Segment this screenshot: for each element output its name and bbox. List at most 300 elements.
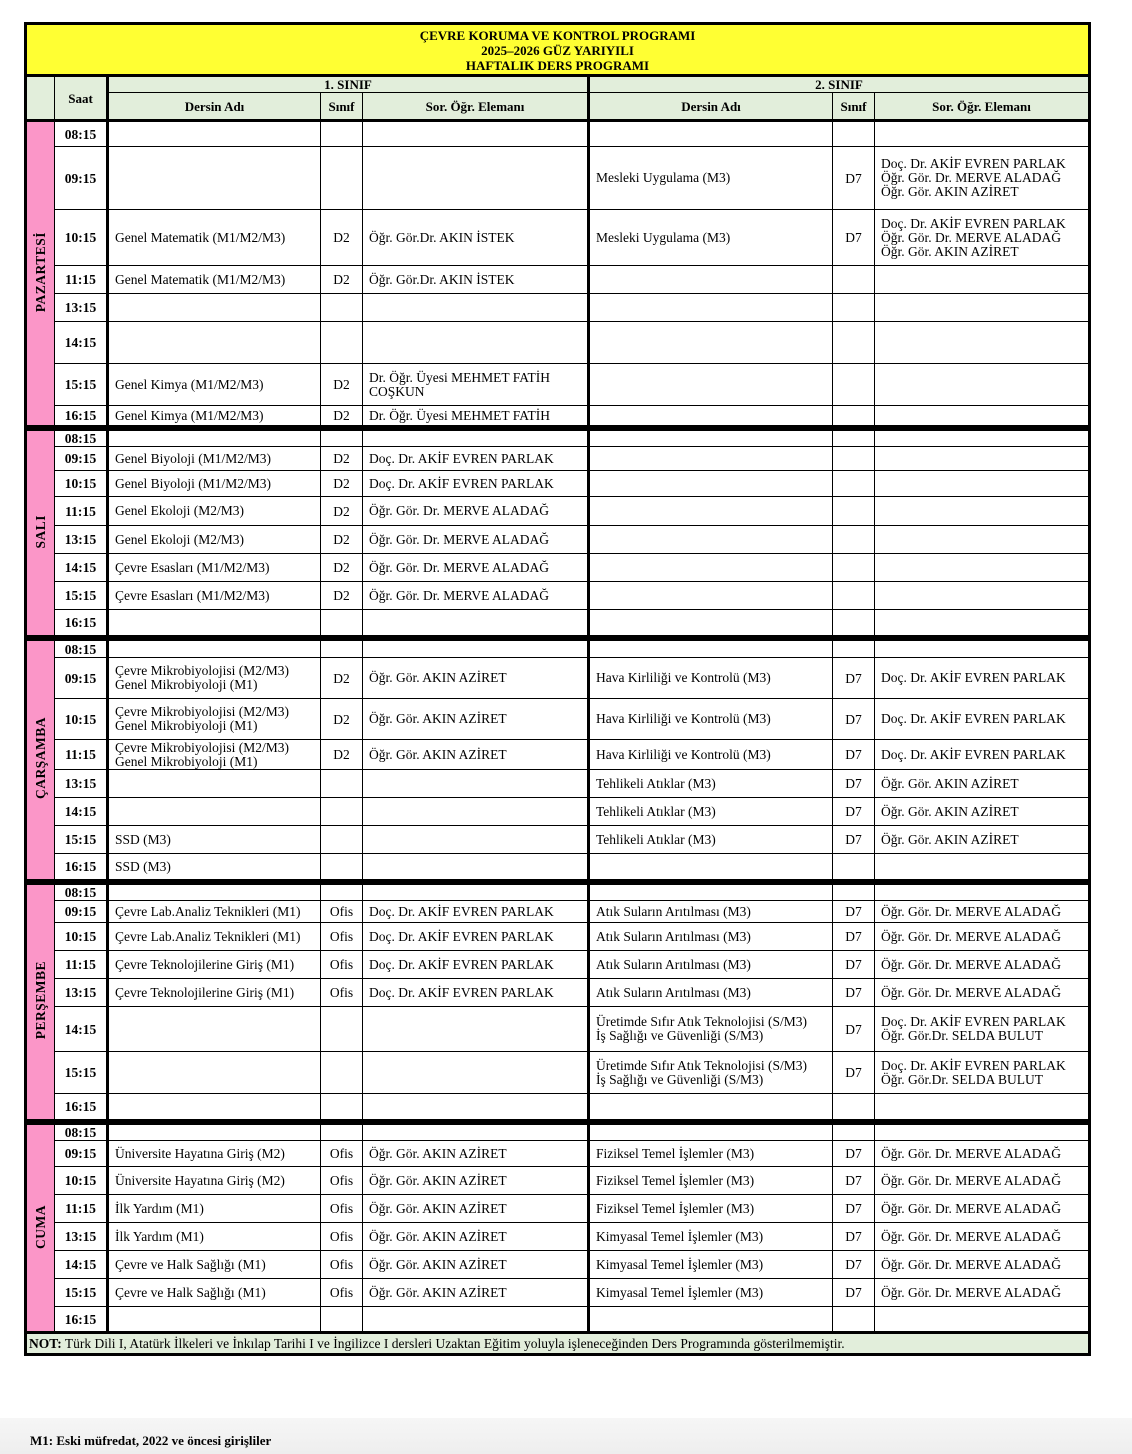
- instructor-cell-2: Doç. Dr. AKİF EVREN PARLAK Öğr. Gör.Dr. SELDA BULUT: [875, 1052, 1090, 1094]
- course-cell-2: [589, 471, 833, 497]
- course-cell-1: Genel Ekoloji (M2/M3): [108, 497, 321, 526]
- course-cell-1: [108, 431, 321, 447]
- room-cell-2: [833, 854, 875, 880]
- course-cell-1: [108, 147, 321, 210]
- time-cell: 10:15: [55, 699, 108, 740]
- table-row: [26, 210, 1090, 266]
- course-cell-2: Tehlikeli Atıklar (M3): [589, 798, 833, 826]
- instructor-cell-2: Öğr. Gör. Dr. MERVE ALADAĞ: [875, 1251, 1090, 1279]
- room-cell-1: Ofis: [321, 979, 363, 1007]
- room-cell-1: D2: [321, 740, 363, 770]
- time-cell: 11:15: [55, 1195, 108, 1223]
- table-row: [26, 497, 1090, 526]
- schedule-table: [24, 22, 1091, 1356]
- room-cell-2: D7: [833, 923, 875, 951]
- time-cell: 13:15: [55, 526, 108, 554]
- time-cell: 15:15: [55, 582, 108, 610]
- time-cell: 16:15: [55, 854, 108, 880]
- course-cell-2: Kimyasal Temel İşlemler (M3): [589, 1251, 833, 1279]
- instructor-cell-2: [875, 364, 1090, 406]
- room-cell-2: D7: [833, 901, 875, 923]
- group-header-1: 1. SINIF: [108, 76, 589, 93]
- time-cell: 08:15: [55, 885, 108, 901]
- table-row: [26, 770, 1090, 798]
- room-cell-2: [833, 582, 875, 610]
- instructor-cell-2: [875, 854, 1090, 880]
- room-cell-1: [321, 610, 363, 636]
- instructor-cell-1: Öğr. Gör. AKIN AZİRET: [363, 1195, 589, 1223]
- time-cell: 08:15: [55, 121, 108, 147]
- time-cell: 11:15: [55, 497, 108, 526]
- instructor-cell-1: [363, 641, 589, 658]
- day-label: SALI: [33, 514, 48, 549]
- room-cell-2: D7: [833, 1167, 875, 1195]
- course-cell-2: [589, 322, 833, 364]
- title-weekly: HAFTALIK DERS PROGRAMI: [465, 58, 650, 73]
- room-cell-1: D2: [321, 526, 363, 554]
- room-cell-1: [321, 1052, 363, 1094]
- instructor-cell-1: Öğr. Gör.Dr. AKIN İSTEK: [363, 266, 589, 294]
- room-cell-2: [833, 294, 875, 322]
- course-cell-2: Üretimde Sıfır Atık Teknolojisi (S/M3) İş Sağlığı ve Güvenliği (S/M3): [589, 1007, 833, 1052]
- table-row: [26, 147, 1090, 210]
- day-label: PERŞEMBE: [33, 961, 48, 1040]
- room-cell-1: [321, 147, 363, 210]
- day-header: [26, 76, 55, 121]
- room-cell-2: [833, 1307, 875, 1333]
- note-row: [26, 1333, 1090, 1355]
- course-cell-2: [589, 885, 833, 901]
- time-cell: 08:15: [55, 431, 108, 447]
- instructor-cell-1: Öğr. Gör. AKIN AZİRET: [363, 1141, 589, 1167]
- course-cell-1: Çevre Lab.Analiz Teknikleri (M1): [108, 923, 321, 951]
- room-cell-1: Ofis: [321, 951, 363, 979]
- time-cell: 11:15: [55, 951, 108, 979]
- instructor-cell-1: [363, 431, 589, 447]
- course-cell-2: [589, 431, 833, 447]
- table-row: [26, 294, 1090, 322]
- course-cell-1: [108, 1094, 321, 1120]
- instructor-cell-2: Öğr. Gör. Dr. MERVE ALADAĞ: [875, 901, 1090, 923]
- schedule-body: [26, 121, 1090, 1333]
- time-cell: 14:15: [55, 798, 108, 826]
- course-cell-1: [108, 121, 321, 147]
- col-room-2: Sınıf: [833, 93, 875, 121]
- table-row: [26, 641, 1090, 658]
- room-cell-2: D7: [833, 1251, 875, 1279]
- room-cell-1: D2: [321, 554, 363, 582]
- instructor-cell-1: Doç. Dr. AKİF EVREN PARLAK: [363, 471, 589, 497]
- course-cell-1: Çevre Mikrobiyolojisi (M2/M3) Genel Mikrobiyoloji (M1): [108, 740, 321, 770]
- instructor-cell-1: Doç. Dr. AKİF EVREN PARLAK: [363, 951, 589, 979]
- room-cell-1: [321, 294, 363, 322]
- course-cell-2: Kimyasal Temel İşlemler (M3): [589, 1223, 833, 1251]
- room-cell-1: D2: [321, 582, 363, 610]
- table-row: [26, 1125, 1090, 1141]
- course-cell-2: Tehlikeli Atıklar (M3): [589, 826, 833, 854]
- course-cell-1: [108, 610, 321, 636]
- instructor-cell-2: Öğr. Gör. AKIN AZİRET: [875, 770, 1090, 798]
- instructor-cell-2: Öğr. Gör. Dr. MERVE ALADAĞ: [875, 1167, 1090, 1195]
- instructor-cell-2: Doç. Dr. AKİF EVREN PARLAK: [875, 740, 1090, 770]
- table-row: [26, 1167, 1090, 1195]
- room-cell-2: D7: [833, 699, 875, 740]
- instructor-cell-2: Öğr. Gör. Dr. MERVE ALADAĞ: [875, 1279, 1090, 1307]
- course-cell-1: [108, 641, 321, 658]
- room-cell-1: D2: [321, 471, 363, 497]
- table-row: [26, 121, 1090, 147]
- title-semester: 2025–2026 GÜZ YARIYILI: [481, 43, 634, 58]
- time-cell: 13:15: [55, 770, 108, 798]
- table-row: [26, 901, 1090, 923]
- room-cell-1: [321, 121, 363, 147]
- course-cell-1: Çevre Mikrobiyolojisi (M2/M3) Genel Mikrobiyoloji (M1): [108, 658, 321, 699]
- course-cell-1: [108, 885, 321, 901]
- room-cell-2: D7: [833, 658, 875, 699]
- course-cell-2: [589, 854, 833, 880]
- instructor-cell-2: [875, 554, 1090, 582]
- room-cell-2: D7: [833, 740, 875, 770]
- course-cell-2: [589, 1307, 833, 1333]
- time-header: Saat: [55, 76, 108, 121]
- table-row: [26, 826, 1090, 854]
- room-cell-2: D7: [833, 1052, 875, 1094]
- schedule-title: [26, 24, 1090, 76]
- day-label-cell: [26, 431, 55, 636]
- time-cell: 15:15: [55, 1279, 108, 1307]
- table-row: [26, 1307, 1090, 1333]
- room-cell-2: [833, 322, 875, 364]
- time-cell: 10:15: [55, 923, 108, 951]
- table-row: [26, 1223, 1090, 1251]
- table-row: [26, 471, 1090, 497]
- time-cell: 16:15: [55, 610, 108, 636]
- room-cell-2: [833, 447, 875, 471]
- instructor-cell-1: [363, 770, 589, 798]
- instructor-cell-1: Öğr. Gör. Dr. MERVE ALADAĞ: [363, 526, 589, 554]
- room-cell-2: [833, 431, 875, 447]
- room-cell-2: D7: [833, 951, 875, 979]
- room-cell-2: [833, 610, 875, 636]
- day-label-cell: [26, 885, 55, 1120]
- instructor-cell-1: Dr. Öğr. Üyesi MEHMET FATİH: [363, 406, 589, 426]
- room-cell-2: D7: [833, 147, 875, 210]
- course-cell-2: Kimyasal Temel İşlemler (M3): [589, 1279, 833, 1307]
- course-cell-2: [589, 1125, 833, 1141]
- room-cell-2: [833, 641, 875, 658]
- room-cell-2: D7: [833, 798, 875, 826]
- instructor-cell-2: [875, 497, 1090, 526]
- course-cell-1: Çevre Esasları (M1/M2/M3): [108, 554, 321, 582]
- instructor-cell-1: Öğr. Gör. AKIN AZİRET: [363, 1223, 589, 1251]
- course-cell-2: Tehlikeli Atıklar (M3): [589, 770, 833, 798]
- time-cell: 10:15: [55, 1167, 108, 1195]
- course-cell-2: Mesleki Uygulama (M3): [589, 210, 833, 266]
- table-row: [26, 406, 1090, 426]
- time-cell: 14:15: [55, 322, 108, 364]
- room-cell-1: [321, 798, 363, 826]
- room-cell-2: D7: [833, 1223, 875, 1251]
- instructor-cell-2: [875, 266, 1090, 294]
- note-label: NOT:: [29, 1336, 62, 1351]
- table-row: [26, 923, 1090, 951]
- course-cell-1: Genel Kimya (M1/M2/M3): [108, 406, 321, 426]
- course-cell-2: Fiziksel Temel İşlemler (M3): [589, 1141, 833, 1167]
- instructor-cell-2: Doç. Dr. AKİF EVREN PARLAK: [875, 658, 1090, 699]
- course-cell-2: Atık Suların Arıtılması (M3): [589, 951, 833, 979]
- course-cell-2: [589, 641, 833, 658]
- table-row: [26, 1007, 1090, 1052]
- room-cell-2: D7: [833, 1007, 875, 1052]
- instructor-cell-2: Doç. Dr. AKİF EVREN PARLAK: [875, 699, 1090, 740]
- instructor-cell-1: [363, 322, 589, 364]
- room-cell-1: D2: [321, 406, 363, 426]
- col-course-1: Dersin Adı: [108, 93, 321, 121]
- instructor-cell-2: Öğr. Gör. Dr. MERVE ALADAĞ: [875, 1195, 1090, 1223]
- course-cell-1: Çevre Teknolojilerine Giriş (M1): [108, 979, 321, 1007]
- course-cell-1: Çevre Teknolojilerine Giriş (M1): [108, 951, 321, 979]
- instructor-cell-1: [363, 1094, 589, 1120]
- instructor-cell-1: Dr. Öğr. Üyesi MEHMET FATİH COŞKUN: [363, 364, 589, 406]
- room-cell-2: [833, 497, 875, 526]
- instructor-cell-2: [875, 582, 1090, 610]
- instructor-cell-1: Öğr. Gör. AKIN AZİRET: [363, 1251, 589, 1279]
- room-cell-2: [833, 471, 875, 497]
- room-cell-2: D7: [833, 979, 875, 1007]
- room-cell-2: D7: [833, 1279, 875, 1307]
- table-row: [26, 1052, 1090, 1094]
- room-cell-1: D2: [321, 364, 363, 406]
- table-row: [26, 699, 1090, 740]
- course-cell-2: [589, 526, 833, 554]
- instructor-cell-1: Öğr. Gör. Dr. MERVE ALADAĞ: [363, 554, 589, 582]
- col-instructor-2: Sor. Öğr. Elemanı: [875, 93, 1090, 121]
- course-cell-1: İlk Yardım (M1): [108, 1195, 321, 1223]
- table-row: [26, 526, 1090, 554]
- instructor-cell-1: Öğr. Gör.Dr. AKIN İSTEK: [363, 210, 589, 266]
- instructor-cell-2: Öğr. Gör. Dr. MERVE ALADAĞ: [875, 1223, 1090, 1251]
- table-row: [26, 854, 1090, 880]
- course-cell-2: Hava Kirliliği ve Kontrolü (M3): [589, 658, 833, 699]
- course-cell-1: Çevre ve Halk Sağlığı (M1): [108, 1279, 321, 1307]
- instructor-cell-1: [363, 121, 589, 147]
- course-cell-1: İlk Yardım (M1): [108, 1223, 321, 1251]
- instructor-cell-2: Öğr. Gör. Dr. MERVE ALADAĞ: [875, 923, 1090, 951]
- time-cell: 08:15: [55, 1125, 108, 1141]
- instructor-cell-2: [875, 431, 1090, 447]
- table-row: [26, 1279, 1090, 1307]
- course-cell-2: [589, 121, 833, 147]
- instructor-cell-1: [363, 147, 589, 210]
- instructor-cell-2: [875, 322, 1090, 364]
- room-cell-2: [833, 364, 875, 406]
- time-cell: 14:15: [55, 554, 108, 582]
- room-cell-1: D2: [321, 699, 363, 740]
- table-row: [26, 431, 1090, 447]
- instructor-cell-2: Öğr. Gör. Dr. MERVE ALADAĞ: [875, 951, 1090, 979]
- instructor-cell-1: [363, 294, 589, 322]
- room-cell-1: Ofis: [321, 1279, 363, 1307]
- table-row: [26, 979, 1090, 1007]
- instructor-cell-1: [363, 826, 589, 854]
- course-cell-1: Çevre Esasları (M1/M2/M3): [108, 582, 321, 610]
- room-cell-2: [833, 526, 875, 554]
- course-cell-1: [108, 1052, 321, 1094]
- course-cell-1: Çevre Mikrobiyolojisi (M2/M3) Genel Mikrobiyoloji (M1): [108, 699, 321, 740]
- table-row: [26, 885, 1090, 901]
- instructor-cell-2: [875, 294, 1090, 322]
- room-cell-2: D7: [833, 1195, 875, 1223]
- course-cell-1: Üniversite Hayatına Giriş (M2): [108, 1141, 321, 1167]
- course-cell-1: [108, 798, 321, 826]
- table-row: [26, 554, 1090, 582]
- instructor-cell-1: [363, 1125, 589, 1141]
- course-cell-1: SSD (M3): [108, 826, 321, 854]
- course-cell-2: Atık Suların Arıtılması (M3): [589, 901, 833, 923]
- instructor-cell-2: Öğr. Gör. AKIN AZİRET: [875, 826, 1090, 854]
- instructor-cell-1: [363, 885, 589, 901]
- course-cell-1: [108, 322, 321, 364]
- time-cell: 09:15: [55, 658, 108, 699]
- day-label: CUMA: [33, 1204, 48, 1249]
- table-row: [26, 364, 1090, 406]
- room-cell-1: [321, 1094, 363, 1120]
- time-cell: 13:15: [55, 294, 108, 322]
- room-cell-1: Ofis: [321, 1167, 363, 1195]
- room-cell-1: [321, 641, 363, 658]
- instructor-cell-1: [363, 1307, 589, 1333]
- room-cell-1: [321, 770, 363, 798]
- room-cell-2: [833, 406, 875, 426]
- table-row: [26, 1141, 1090, 1167]
- room-cell-1: [321, 1307, 363, 1333]
- course-cell-1: Genel Matematik (M1/M2/M3): [108, 210, 321, 266]
- instructor-cell-1: Öğr. Gör. AKIN AZİRET: [363, 1167, 589, 1195]
- instructor-cell-2: [875, 447, 1090, 471]
- instructor-cell-2: Doç. Dr. AKİF EVREN PARLAK Öğr. Gör. Dr. MERVE ALADAĞ Öğr. Gör. AKIN AZİRET: [875, 147, 1090, 210]
- room-cell-2: [833, 266, 875, 294]
- col-course-2: Dersin Adı: [589, 93, 833, 121]
- curriculum-legend: M1: Eski müfredat, 2022 ve öncesi girişliler: [30, 1433, 272, 1448]
- day-label-cell: [26, 641, 55, 880]
- course-cell-1: Genel Kimya (M1/M2/M3): [108, 364, 321, 406]
- course-cell-1: [108, 1007, 321, 1052]
- table-row: [26, 1251, 1090, 1279]
- course-cell-2: [589, 554, 833, 582]
- instructor-cell-1: Doç. Dr. AKİF EVREN PARLAK: [363, 979, 589, 1007]
- instructor-cell-2: [875, 471, 1090, 497]
- time-cell: 09:15: [55, 447, 108, 471]
- room-cell-2: D7: [833, 1141, 875, 1167]
- room-cell-1: [321, 322, 363, 364]
- instructor-cell-1: Doç. Dr. AKİF EVREN PARLAK: [363, 923, 589, 951]
- course-cell-2: Hava Kirliliği ve Kontrolü (M3): [589, 699, 833, 740]
- room-cell-2: [833, 121, 875, 147]
- instructor-cell-2: [875, 1125, 1090, 1141]
- room-cell-1: D2: [321, 447, 363, 471]
- time-cell: 09:15: [55, 901, 108, 923]
- time-cell: 11:15: [55, 740, 108, 770]
- course-cell-1: SSD (M3): [108, 854, 321, 880]
- room-cell-1: [321, 885, 363, 901]
- instructor-cell-1: [363, 610, 589, 636]
- table-row: [26, 740, 1090, 770]
- instructor-cell-2: Öğr. Gör. Dr. MERVE ALADAĞ: [875, 1141, 1090, 1167]
- room-cell-1: Ofis: [321, 923, 363, 951]
- instructor-cell-1: Öğr. Gör. Dr. MERVE ALADAĞ: [363, 582, 589, 610]
- room-cell-1: Ofis: [321, 901, 363, 923]
- course-cell-1: [108, 770, 321, 798]
- room-cell-2: [833, 885, 875, 901]
- table-row: [26, 951, 1090, 979]
- course-cell-2: [589, 294, 833, 322]
- table-row: [26, 1195, 1090, 1223]
- table-row: [26, 447, 1090, 471]
- instructor-cell-1: [363, 1052, 589, 1094]
- instructor-cell-1: [363, 798, 589, 826]
- instructor-cell-1: Doç. Dr. AKİF EVREN PARLAK: [363, 901, 589, 923]
- room-cell-2: [833, 1125, 875, 1141]
- time-cell: 14:15: [55, 1007, 108, 1052]
- course-cell-2: Üretimde Sıfır Atık Teknolojisi (S/M3) İş Sağlığı ve Güvenliği (S/M3): [589, 1052, 833, 1094]
- room-cell-1: Ofis: [321, 1223, 363, 1251]
- course-cell-2: Atık Suların Arıtılması (M3): [589, 923, 833, 951]
- time-cell: 09:15: [55, 1141, 108, 1167]
- time-cell: 08:15: [55, 641, 108, 658]
- time-cell: 15:15: [55, 1052, 108, 1094]
- room-cell-1: [321, 1007, 363, 1052]
- room-cell-2: D7: [833, 210, 875, 266]
- col-room-1: Sınıf: [321, 93, 363, 121]
- room-cell-1: [321, 431, 363, 447]
- day-label-cell: [26, 121, 55, 426]
- course-cell-2: Fiziksel Temel İşlemler (M3): [589, 1195, 833, 1223]
- course-cell-1: Çevre ve Halk Sağlığı (M1): [108, 1251, 321, 1279]
- time-cell: 11:15: [55, 266, 108, 294]
- course-cell-1: Genel Biyoloji (M1/M2/M3): [108, 447, 321, 471]
- instructor-cell-1: Öğr. Gör. AKIN AZİRET: [363, 740, 589, 770]
- course-cell-1: Genel Matematik (M1/M2/M3): [108, 266, 321, 294]
- instructor-cell-2: [875, 610, 1090, 636]
- note-text: Türk Dili I, Atatürk İlkeleri ve İnkılap Tarihi I ve İngilizce I dersleri Uzaktan Eğitim yoluyla işleneceğinden Ders Programında gösterilmemiştir.: [61, 1336, 845, 1351]
- instructor-cell-1: [363, 854, 589, 880]
- course-cell-1: [108, 294, 321, 322]
- instructor-cell-2: [875, 885, 1090, 901]
- room-cell-1: Ofis: [321, 1251, 363, 1279]
- course-cell-1: Üniversite Hayatına Giriş (M2): [108, 1167, 321, 1195]
- time-cell: 16:15: [55, 1094, 108, 1120]
- course-cell-1: Genel Ekoloji (M2/M3): [108, 526, 321, 554]
- course-cell-2: [589, 447, 833, 471]
- time-cell: 13:15: [55, 1223, 108, 1251]
- time-cell: 10:15: [55, 471, 108, 497]
- instructor-cell-1: Öğr. Gör. AKIN AZİRET: [363, 1279, 589, 1307]
- course-cell-2: [589, 497, 833, 526]
- instructor-cell-2: [875, 526, 1090, 554]
- time-cell: 13:15: [55, 979, 108, 1007]
- room-cell-1: Ofis: [321, 1195, 363, 1223]
- table-row: [26, 658, 1090, 699]
- course-cell-2: [589, 610, 833, 636]
- room-cell-1: Ofis: [321, 1141, 363, 1167]
- time-cell: 15:15: [55, 364, 108, 406]
- table-row: [26, 322, 1090, 364]
- room-cell-1: [321, 1125, 363, 1141]
- time-cell: 14:15: [55, 1251, 108, 1279]
- room-cell-1: D2: [321, 658, 363, 699]
- time-cell: 16:15: [55, 1307, 108, 1333]
- instructor-cell-2: [875, 641, 1090, 658]
